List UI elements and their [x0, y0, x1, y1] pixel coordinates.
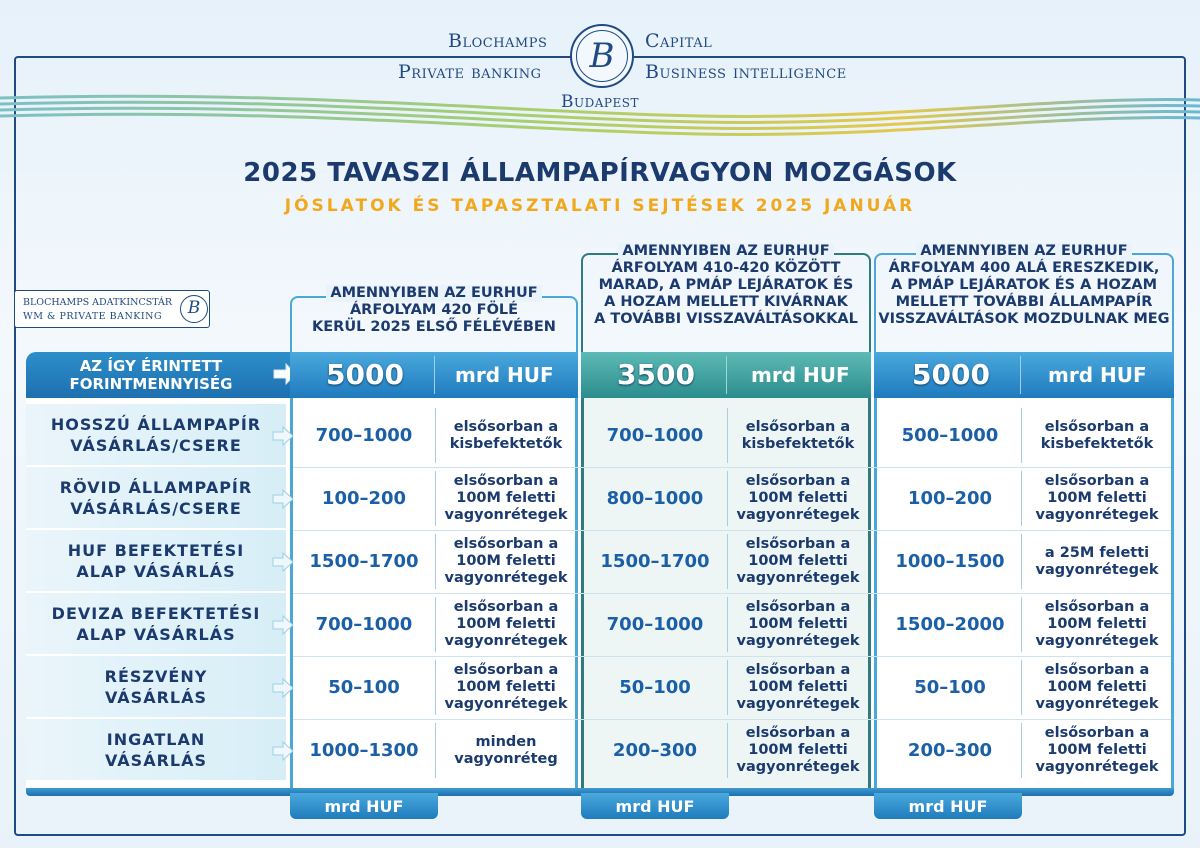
row-note-line: 100M feletti [456, 490, 556, 506]
scenario-3-line5: VISSZAVÁLTÁSOK MOZDULNAK MEG [878, 311, 1170, 327]
row-note-line: kisbefektetők [741, 435, 855, 452]
row-note-line: 100M feletti [1047, 616, 1147, 632]
row-note [436, 656, 576, 719]
scenario-2-heading [581, 243, 871, 328]
row-note [1022, 530, 1172, 593]
row-note [728, 593, 868, 656]
scenario-3-amount-bar [874, 352, 1174, 398]
brand-name-right: Capital [645, 30, 713, 52]
row-arrow-icon [272, 426, 294, 446]
row-value: 1500–1700 [600, 551, 710, 572]
scenario-2-line4: A HOZAM MELLETT KIVÁRNAK [604, 294, 848, 310]
row-note-line: vagyonrétegek [1035, 507, 1159, 523]
row-value: 100–200 [907, 488, 993, 509]
row-label-line: VÁSÁRLÁS [104, 750, 207, 770]
row-value: 1500–1700 [309, 551, 419, 572]
row-value: 50–100 [619, 677, 691, 698]
logo-letter: B [589, 36, 615, 76]
row-label [26, 593, 286, 656]
row-note-line: 100M feletti [1047, 742, 1147, 758]
row-note-line: elsősorban a [1044, 473, 1150, 489]
row-label [26, 467, 286, 530]
scenario-2-line2: ÁRFOLYAM 410-420 KÖZÖTT [611, 260, 841, 276]
row-note-line: elsősorban a [745, 662, 851, 678]
scenario-1-line1: AMENNYIBEN AZ EURHUF [326, 285, 541, 302]
row-note-line: 100M feletti [748, 490, 848, 506]
row-note-line: elsősorban a [745, 725, 851, 741]
row-arrow-icon [272, 615, 294, 635]
row-note [728, 404, 868, 467]
row-note-line: elsősorban a [1044, 599, 1150, 615]
row-arrow-icon [272, 552, 294, 572]
row-value: 100–200 [321, 488, 407, 509]
row-note-line: vagyonrétegek [1035, 696, 1159, 712]
row-note-line: elsősorban a [453, 599, 559, 615]
scenario-3-line4: MELLETT TOVÁBBI ÁLLAMPAPÍR [895, 294, 1153, 310]
scenario-1-heading [290, 285, 578, 336]
row-label-line: HUF BEFEKTETÉSI [67, 540, 245, 560]
row-note-line: elsősorban a [745, 418, 851, 435]
mini-logo-letter: B [180, 295, 208, 323]
row-note-line: vagyonrétegek [444, 696, 568, 712]
row-note-line: elsősorban a [453, 418, 559, 435]
scenario-2-line5: A TOVÁBBI VISSZAVÁLTÁSOKKAL [594, 311, 858, 327]
row-note-line: vagyonrétegek [736, 759, 860, 775]
affected-amount-label-line2: FORINTMENNYISÉG [69, 375, 233, 393]
brand-city: Budapest [561, 92, 639, 112]
row-note-line: elsősorban a [453, 536, 559, 552]
scenario-3-heading [874, 243, 1174, 328]
row-note-line: vagyonrétegek [444, 570, 568, 586]
row-note-line: vagyonrétegek [444, 633, 568, 649]
row-note-line: vagyonrétegek [1035, 633, 1159, 649]
row-note-line: 100M feletti [456, 553, 556, 569]
mini-logo-line1: BLOCHAMPS ADATKINCSTÁR [23, 297, 173, 308]
brand-tagline-left: Private banking [398, 61, 542, 83]
bar-divider-2 [726, 356, 727, 394]
row-note [1022, 656, 1172, 719]
row-label [26, 719, 286, 782]
row-value: 200–300 [612, 740, 698, 761]
row-note [728, 719, 868, 782]
row-note-line: 100M feletti [748, 679, 848, 695]
affected-amount-label [26, 357, 276, 393]
row-value: 50–100 [914, 677, 986, 698]
page-title: 2025 TAVASZI ÁLLAMPAPÍRVAGYON MOZGÁSOK [243, 158, 957, 188]
row-note-line: elsősorban a [1044, 725, 1150, 741]
mini-logo [14, 290, 210, 328]
row-note-line: vagyonrétegek [736, 696, 860, 712]
row-note-line: elsősorban a [1044, 662, 1150, 678]
scenario-3-line3: A PMÁP LEJÁRATOK ÉS A HOZAM [890, 277, 1158, 293]
row-note-line: a 25M feletti [1044, 544, 1150, 561]
row-value: 700–1000 [315, 614, 413, 635]
row-note [728, 467, 868, 530]
scenario-3-amount: 5000 [912, 358, 990, 391]
row-note-line: elsősorban a [453, 473, 559, 489]
row-label-line: VÁSÁRLÁS/CSERE [70, 498, 242, 518]
row-note-line: 100M feletti [1047, 490, 1147, 506]
row-note-line: vagyonrétegek [736, 570, 860, 586]
row-value: 50–100 [328, 677, 400, 698]
scenario-2-amount: 3500 [617, 358, 695, 391]
row-note [728, 656, 868, 719]
scenario-2-unit: mrd HUF [751, 363, 850, 387]
row-label-line: HOSSZÚ ÁLLAMPAPÍR [50, 414, 262, 434]
row-label-line: VÁSÁRLÁS [104, 687, 207, 707]
row-note-line: kisbefektetők [1040, 435, 1154, 452]
row-note [1022, 467, 1172, 530]
row-label-line: VÁSÁRLÁS/CSERE [70, 435, 242, 455]
scenario-2-line1: AMENNYIBEN AZ EURHUF [618, 243, 833, 260]
row-label-line: ALAP VÁSÁRLÁS [76, 561, 236, 581]
row-label-line: INGATLAN [106, 729, 206, 749]
row-note-line: kisbefektetők [449, 435, 563, 452]
mini-logo-line2: WM & PRIVATE BANKING [23, 311, 163, 322]
row-note-line: elsősorban a [745, 536, 851, 552]
row-label-line: DEVIZA BEFEKTETÉSI [51, 603, 261, 623]
affected-amount-label-box [26, 352, 296, 398]
row-value: 800–1000 [606, 488, 704, 509]
scenario-1-line3: KERÜL 2025 ELSŐ FÉLÉVÉBEN [312, 319, 556, 335]
row-value: 700–1000 [606, 614, 704, 635]
row-note-line: elsősorban a [453, 662, 559, 678]
row-note [436, 719, 576, 782]
row-note [436, 530, 576, 593]
row-label-line: RÉSZVÉNY [104, 666, 208, 686]
row-value: 1000–1300 [309, 740, 419, 761]
scenario-1-unit: mrd HUF [455, 363, 554, 387]
scenario-2-line3: MARAD, A PMÁP LEJÁRATOK ÉS [598, 277, 854, 293]
row-value: 200–300 [907, 740, 993, 761]
row-value: 1000–1500 [895, 551, 1005, 572]
brand-name-left: Blochamps [448, 30, 548, 52]
scenario-3-line1: AMENNYIBEN AZ EURHUF [916, 243, 1131, 260]
brand-tagline-right: Business intelligence [645, 61, 847, 83]
scenario-3-footer: mrd HUF [874, 793, 1022, 819]
row-label [26, 656, 286, 719]
row-note [1022, 719, 1172, 782]
row-note [1022, 404, 1172, 467]
brand-logo [570, 24, 634, 88]
row-label [26, 530, 286, 593]
row-value: 700–1000 [315, 425, 413, 446]
row-note-line: 100M feletti [1047, 679, 1147, 695]
row-note [436, 467, 576, 530]
row-arrow-icon [272, 489, 294, 509]
bar-divider-3 [1020, 356, 1021, 394]
scenario-1-line2: ÁRFOLYAM 420 FÖLÉ [349, 302, 519, 318]
row-note-line: minden [475, 733, 537, 750]
row-note-line: vagyonréteg [454, 750, 558, 767]
row-arrow-icon [272, 678, 294, 698]
row-note-line: elsősorban a [1044, 418, 1150, 435]
scenario-2-footer: mrd HUF [581, 793, 729, 819]
row-value: 700–1000 [606, 425, 704, 446]
row-label-line: ALAP VÁSÁRLÁS [76, 624, 236, 644]
row-note-line: 100M feletti [748, 742, 848, 758]
row-note-line: vagyonrétegek [736, 633, 860, 649]
row-note-line: 100M feletti [748, 616, 848, 632]
bar-divider-1 [434, 356, 435, 394]
row-note-line: elsősorban a [745, 473, 851, 489]
row-note [1022, 593, 1172, 656]
row-note-line: 100M feletti [456, 616, 556, 632]
row-note [436, 404, 576, 467]
decorative-waves [0, 84, 1200, 144]
row-arrow-icon [272, 741, 294, 761]
scenario-1-amount: 5000 [326, 358, 404, 391]
row-note-line: 100M feletti [748, 553, 848, 569]
row-note-line: vagyonrétegek [736, 507, 860, 523]
scenario-3-unit: mrd HUF [1048, 363, 1147, 387]
row-label [26, 404, 286, 467]
page-subtitle: JÓSLATOK ÉS TAPASZTALATI SEJTÉSEK 2025 JANUÁR [284, 196, 916, 216]
row-note-line: vagyonrétegek [1035, 561, 1159, 578]
affected-amount-label-line1: AZ ÍGY ÉRINTETT [79, 357, 223, 375]
row-note-line: vagyonrétegek [444, 507, 568, 523]
row-note [728, 530, 868, 593]
row-value: 500–1000 [901, 425, 999, 446]
row-label-line: RÖVID ÁLLAMPAPÍR [59, 477, 253, 497]
row-note-line: 100M feletti [456, 679, 556, 695]
row-note [436, 593, 576, 656]
row-note-line: vagyonrétegek [1035, 759, 1159, 775]
scenario-1-footer: mrd HUF [290, 793, 438, 819]
row-note-line: elsősorban a [745, 599, 851, 615]
scenario-3-line2: ÁRFOLYAM 400 ALÁ ERESZKEDIK, [888, 260, 1160, 276]
row-value: 1500–2000 [895, 614, 1005, 635]
